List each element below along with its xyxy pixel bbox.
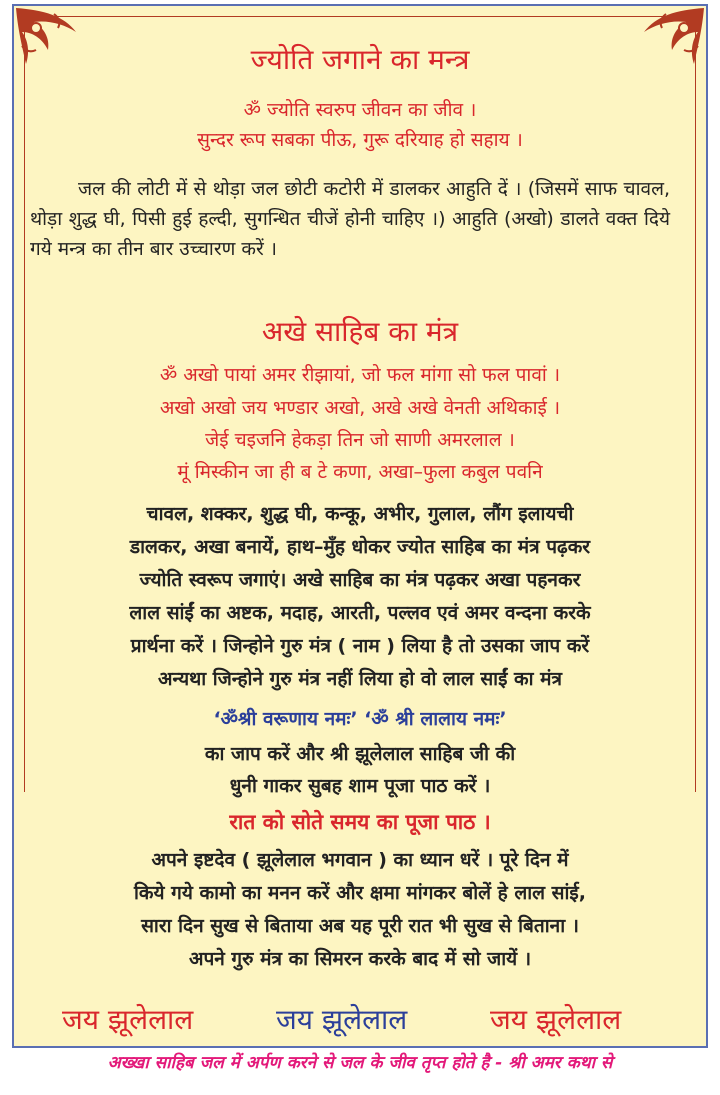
mantra-1-line-2: सुन्दर रूप सबका पीऊ, गुरू दरियाह हो सहाय । [197,129,523,151]
instruction-4-line-3: सारा दिन सुख से बिताया अब यह पूरी रात भी सुख से बिताना । [141,915,579,937]
mantra-2-line-1: ॐ अखो पायां अमर रीझायां, जो फल मांगा सो फल पावां । [159,364,561,386]
jay-jhulelal-left: जय झूलेलाल [62,1003,194,1036]
mantra-1-line-1: ॐ ज्योति स्वरुप जीवन का जीव । [243,99,477,121]
mantra-2-line-3: जेई चइजनि हेकड़ा तिन जो साणी अमरलाल । [205,429,515,451]
jay-jhulelal-right: जय झूलेलाल [490,1003,622,1036]
instruction-3-line-2: धुनी गाकर सुबह शाम पूजा पाठ करें । [229,775,491,797]
mantra-2-line-2: अखो अखो जय भण्डार अखो, अखे अखे वेनती अथिकाई । [159,397,561,419]
instruction-2-line-2: डालकर, अखा बनायें, हाथ–मुँह धोकर ज्योत साहिब का मंत्र पढ़कर [129,536,591,558]
instruction-4-line-1: अपने इष्टदेव ( झूलेलाल भगवान ) का ध्यान धरें । पूरे दिन में [151,849,569,871]
title-jyoti-mantra: ज्योति जगाने का मन्त्र [250,43,470,76]
instruction-2-line-4: लाल सांईं का अष्टक, मदाह, आरती, पल्लव एवं अमर वन्दना करके [129,602,591,624]
instruction-3-line-1: का जाप करें और श्री झूलेलाल साहिब जी की [204,743,516,765]
title-night-puja: रात को सोते समय का पूजा पाठ । [229,810,491,834]
instruction-2-line-3: ज्योति स्वरूप जगाएं। अखे साहिब का मंत्र पढ़कर अखा पहनकर [139,569,581,591]
varun-lal-mantra: ‘ॐश्री वरूणाय नमः’ ‘ॐ श्री लालाय नमः’ [213,708,507,730]
footer-quote: अख्खा साहिब जल में अर्पण करने से जल के जीव तृप्त होते है - श्री अमर कथा से [107,1053,613,1073]
instruction-2-line-5: प्रार्थना करें । जिन्होने गुरु मंत्र ( नाम ) लिया है तो उसका जाप करें [130,635,590,657]
mantra-2-line-4: मूं मिस्कीन जा ही ब टे कणा, अखा–फुला कबुल पवनि [177,461,543,483]
instruction-paragraph-1: जल की लोटी में से थोड़ा जल छोटी कटोरी में डालकर आहुति दें । (जिसमें साफ चावल, थोड़ा शुद्ध घी, पिसी हुई हल्दी, सुगन्धित चीजें होनी चाहिए ।) आहुति (अखो) डालते वक्त दिये गये मन्त्र का तीन बार उच्चारण करें । [30,178,670,260]
title-akhe-sahib-mantra: अखे साहिब का मंत्र [261,315,459,348]
jay-jhulelal-center: जय झूलेलाल [276,1003,408,1036]
instruction-2-line-6: अन्यथा जिन्होने गुरु मंत्र नहीं लिया हो वो लाल साईं का मंत्र [157,668,563,690]
instruction-4-line-2: किये गये कामो का मनन करें और क्षमा मांगकर बोलें हे लाल सांई, [134,882,586,904]
instruction-2-line-1: चावल, शक्कर, शुद्ध घी, कन्कू, अभीर, गुलाल, लौंग इलायची [146,503,574,525]
border-rule-top [40,16,680,17]
instruction-4-line-4: अपने गुरु मंत्र का सिमरन करके बाद में सो जायें । [188,948,532,970]
